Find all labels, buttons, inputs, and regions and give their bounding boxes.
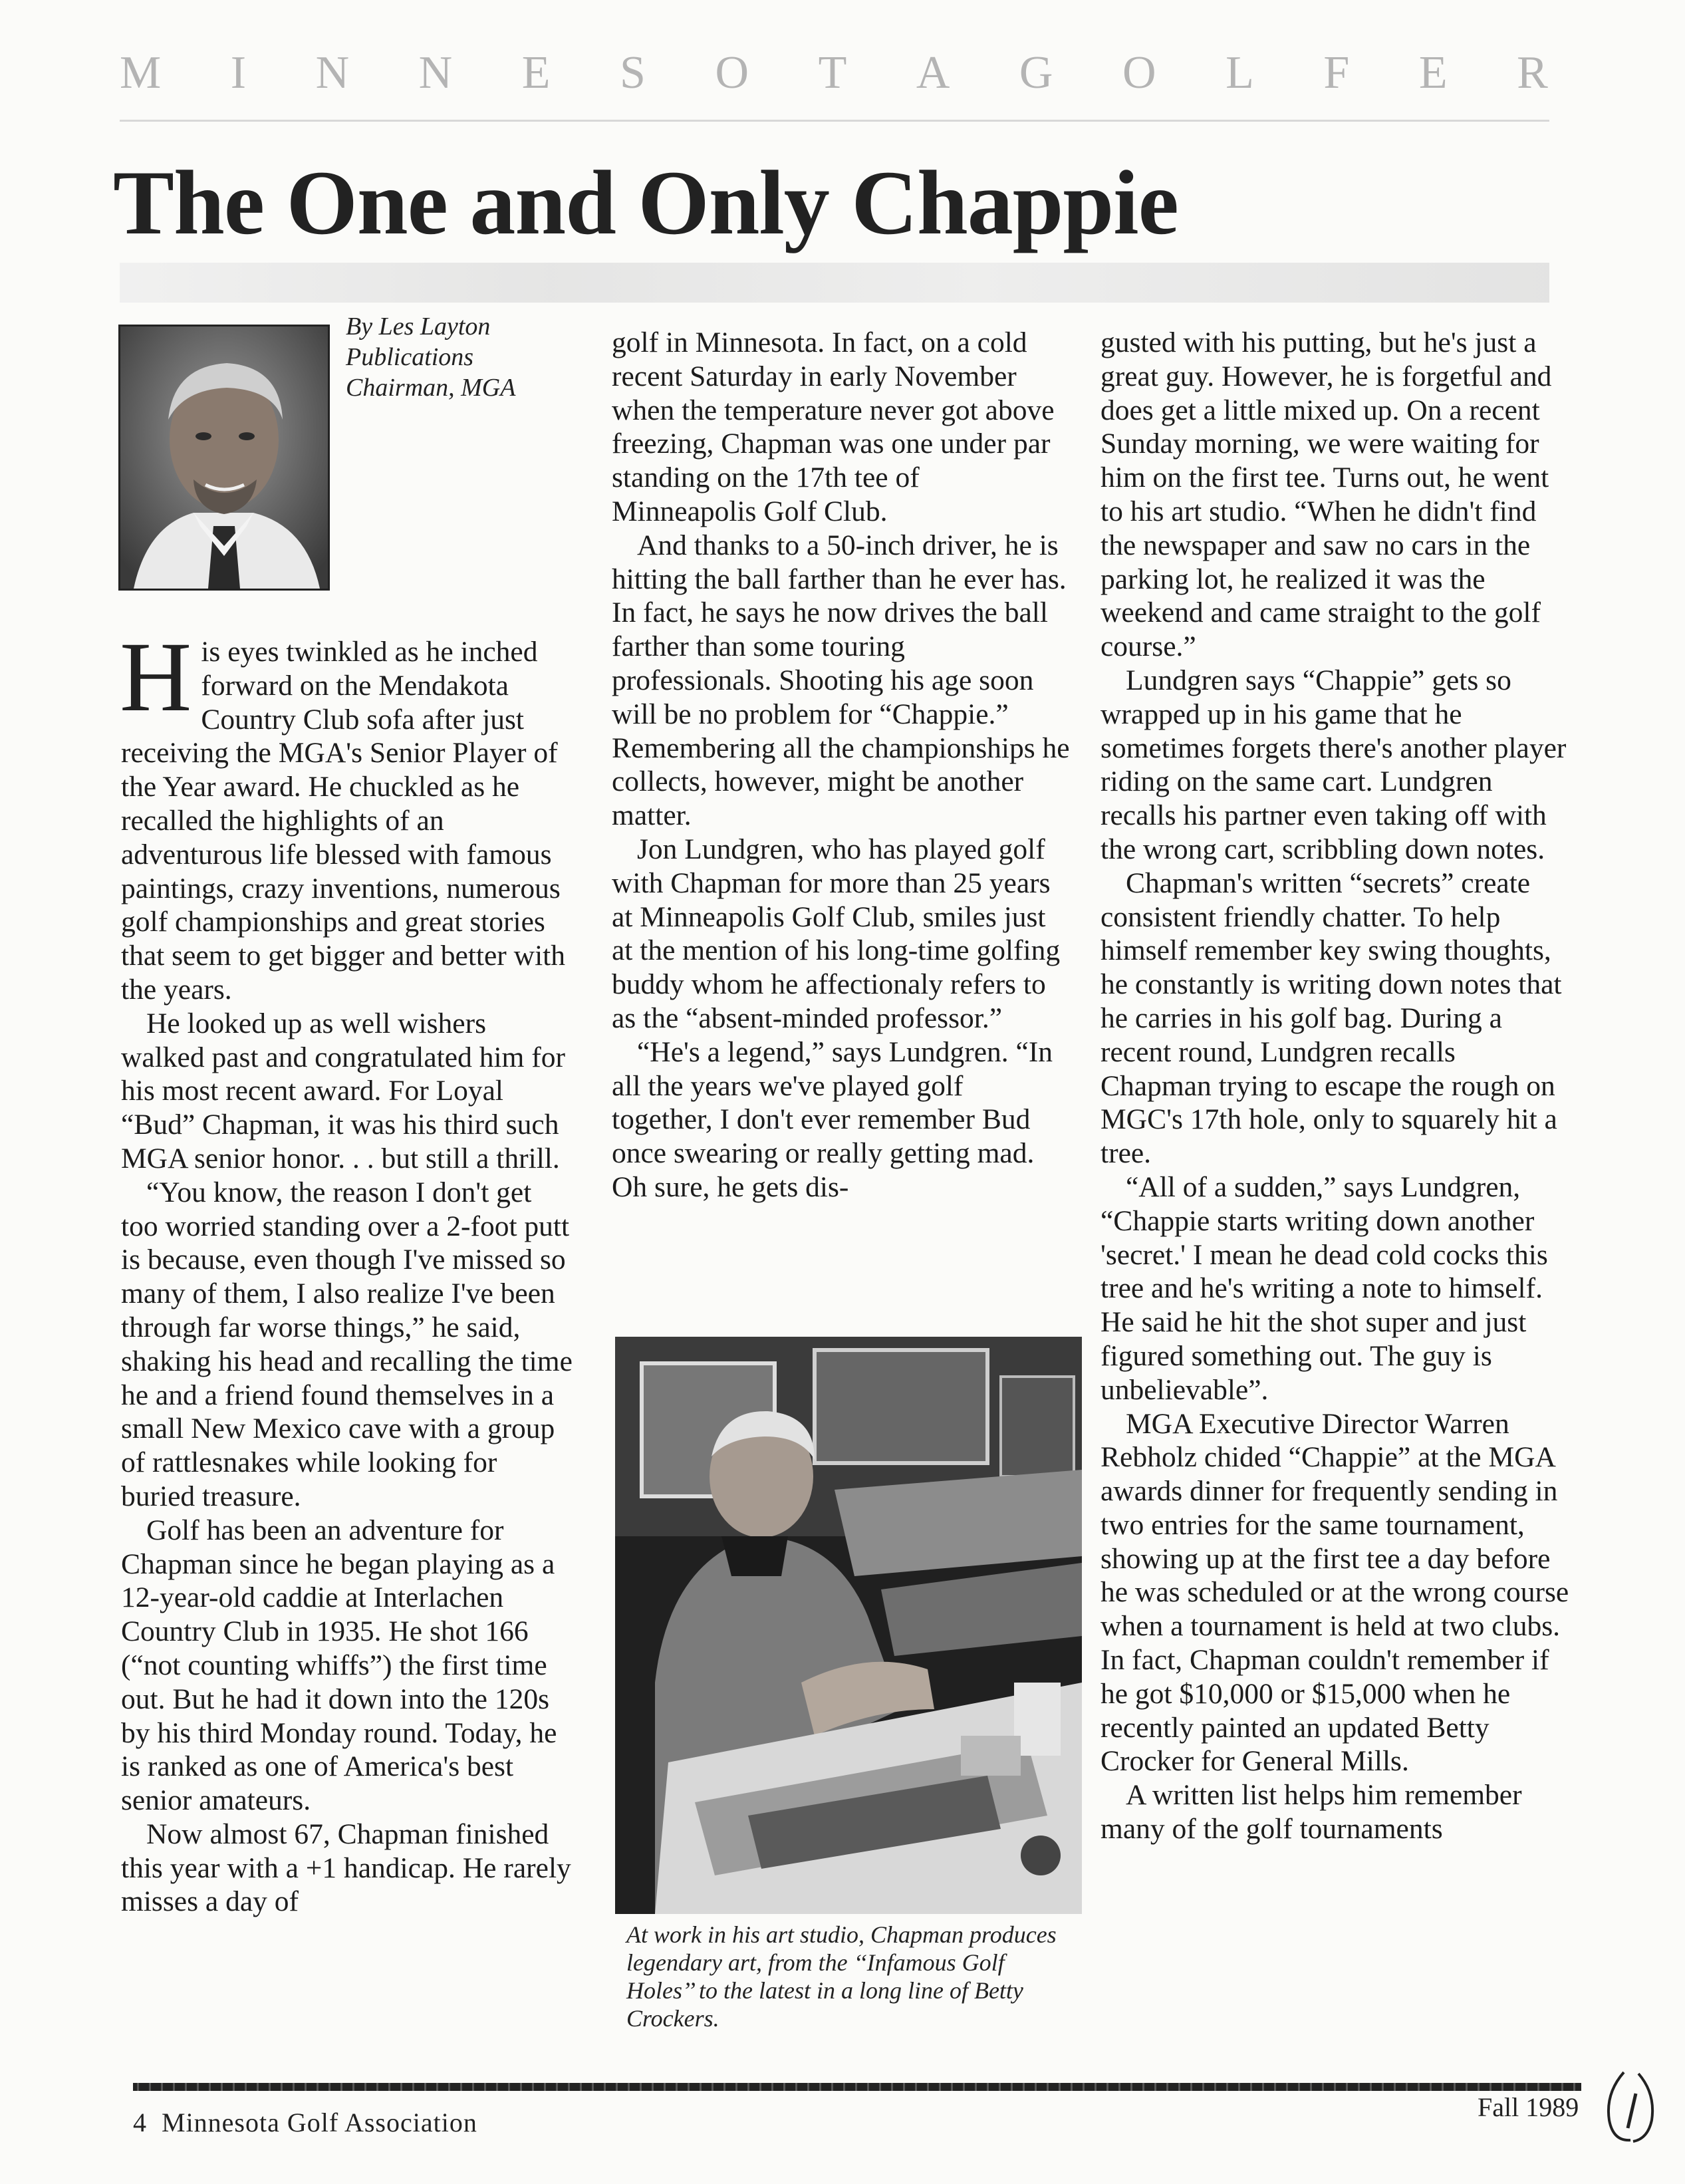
article-title: The One and Only Chappie: [113, 152, 1178, 253]
masthead-letter: S: [620, 47, 647, 98]
paragraph: “He's a legend,” says Lundgren. “In all the years we've played golf together, I don't ever remember Bud once swearing or really getting mad. Oh sure, he gets dis-: [612, 1035, 1053, 1203]
paragraph: A written list helps him remember many of the golf tournaments: [1101, 1779, 1522, 1845]
masthead-letter: A: [916, 47, 952, 98]
article-column-2: [612, 326, 1071, 1204]
masthead-letter: M: [120, 47, 163, 98]
footer-organization: Minnesota Golf Association: [162, 2108, 477, 2137]
paragraph: gusted with his putting, but he's just a great guy. However, he is forgetful and does get a little mixed up. On a recent Sunday morning, we were waiting for him on the first tee. Turns out, he went to his art studio. “When he didn't find the newspaper and saw no cars in the parking lot, he realized it was the weekend and came straight to the golf course.”: [1101, 327, 1552, 663]
author-portrait-image: [118, 325, 330, 591]
byline-title: Publications: [346, 343, 474, 371]
studio-photo-image: [615, 1337, 1082, 1914]
masthead-letter: E: [521, 47, 552, 98]
paragraph: He looked up as well wishers walked past and congratulated him for his most recent award. For Loyal “Bud” Chapman, it was his third such MGA senior honor. . . but still a thrill.: [121, 1007, 565, 1174]
issue-date: Fall 1989: [1478, 2092, 1579, 2122]
drop-cap: H: [120, 622, 192, 732]
handwritten-page-mark: [1604, 2067, 1657, 2145]
title-band-divider: [120, 263, 1549, 303]
paragraph: MGA Executive Director Warren Rebholz chided “Chappie” at the MGA awards dinner for frequently sending in two entries for the same tournament, showing up at the first tee a day before he was scheduled or at the wrong course when a tournament is held at two clubs. In fact, Chapman couldn't remember if he got $10,000 or $15,000 when he recently painted an updated Betty Crocker for General Mills.: [1101, 1407, 1569, 1778]
byline-title-2: Chairman, MGA: [346, 374, 516, 402]
page-number: 4: [133, 2108, 147, 2137]
paragraph: Lundgren says “Chappie” gets so wrapped up in his game that he sometimes forgets there's another player riding on the same cart. Lundgren recalls his partner even taking off with the wrong cart, scribbling down notes.: [1101, 664, 1567, 865]
footer-rule: [133, 2083, 1581, 2091]
paragraph: And thanks to a 50-inch driver, he is hitting the ball farther than he ever has. In fact, he says he now drives the ball farther than some touring professionals. Shooting his age soon will be no problem for “Chappie.” Remembering all the championships he collects, however, might be another matter.: [612, 529, 1070, 832]
footer-folio: [133, 2107, 477, 2138]
article-column-1: [120, 622, 573, 1919]
masthead: [120, 47, 1549, 122]
masthead-letter: N: [315, 47, 351, 98]
masthead-letter: I: [230, 47, 248, 98]
masthead-letter: L: [1226, 47, 1255, 98]
paragraph: Jon Lundgren, who has played golf with Chapman for more than 25 years at Minneapolis Golf Club, smiles just at the mention of his long-time golfing buddy whom he affectionaly refers to as the “absent-minded professor.”: [612, 833, 1061, 1034]
paragraph: Now almost 67, Chapman finished this year with a +1 handicap. He rarely misses a day of: [121, 1818, 571, 1918]
masthead-letter: E: [1418, 47, 1449, 98]
masthead-letter: F: [1323, 47, 1351, 98]
paragraph: “You know, the reason I don't get too worried standing over a 2-foot putt is because, even though I've missed so many of them, I also realize I've been through far worse things,” he said, shaking his head and recalling the time he and a friend found themselves in a small New Mexico cave with a group of rattlesnakes while looking for buried treasure.: [121, 1176, 573, 1512]
paragraph: Golf has been an adventure for Chapman since he began playing as a 12-year-old caddie at Interlachen Country Club in 1935. He shot 166 (“not counting whiffs”) the first time out. But he had it down into the 120s by his third Monday round. Today, he is ranked as one of America's best senior amateurs.: [121, 1514, 557, 1817]
masthead-letter: T: [818, 47, 848, 98]
masthead-letter: O: [715, 47, 751, 98]
masthead-letter: G: [1019, 47, 1055, 98]
paragraph: is eyes twinkled as he inched forward on the Mendakota Country Club sofa after just receiving the MGA's Senior Player of the Year award. He chuckled as he recalled the highlights of an adventurous life blessed with famous paintings, crazy inventions, numerous golf championships and great stories that seem to get bigger and better with the years.: [121, 636, 566, 1006]
photo-caption: At work in his art studio, Chapman produces legendary art, from the ‘‘Infamous Golf Holes’’ to the latest in a long line of Betty Crockers.: [626, 1921, 1057, 2032]
paragraph: “All of a sudden,” says Lundgren, “Chappie starts writing down another 'secret.' I mean he dead cold cocks this tree and he's writing a note to himself. He said he hit the shot super and just figured something out. The guy is unbelievable”.: [1101, 1170, 1548, 1406]
article-column-3: [1101, 326, 1573, 1846]
byline-author: By Les Layton: [346, 313, 491, 341]
masthead-letter: N: [418, 47, 454, 98]
masthead-letter: R: [1517, 47, 1549, 98]
masthead-letter: O: [1122, 47, 1158, 98]
byline: [346, 311, 545, 403]
paragraph: Chapman's written “secrets” create consistent friendly chatter. To help himself remember key swing thoughts, he constantly is writing down notes that he carries in his golf bag. During a recent round, Lundgren recalls Chapman trying to escape the rough on MGC's 17th hole, only to squarely hit a tree.: [1101, 867, 1562, 1170]
paragraph: golf in Minnesota. In fact, on a cold recent Saturday in early November when the temperature never got above freezing, Chapman was one under par standing on the 17th tee of Minneapolis Golf Club.: [612, 327, 1055, 527]
